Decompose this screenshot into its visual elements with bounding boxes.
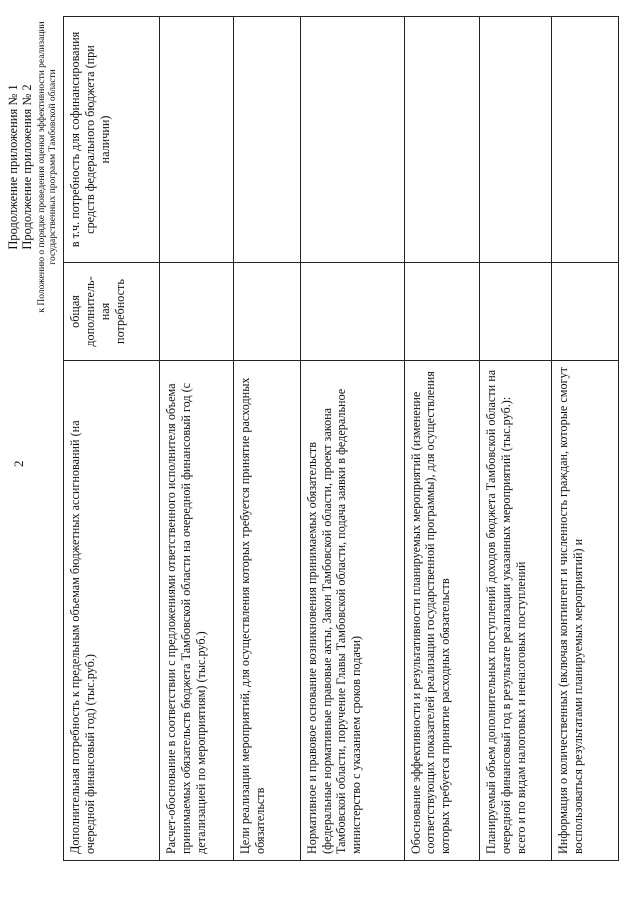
continuation-line-2: Продолжение приложения № 2 <box>20 84 35 250</box>
row-federal-value[interactable] <box>551 17 618 263</box>
continuation-line-3: к Положению о порядке проведения оценки эффективности реализации государственных программ Тамбовской области <box>36 21 58 313</box>
row-total-value[interactable] <box>551 263 618 361</box>
row-total-value[interactable] <box>300 263 404 361</box>
continuation-line-1: Продолжение приложения № 1 <box>6 84 20 250</box>
requirements-table <box>63 16 619 861</box>
row-federal-value[interactable] <box>160 17 234 263</box>
row-label: Цели реализации мероприятий, для осуществления которых требуется принятие расходных обязательств <box>233 361 300 861</box>
row-federal-value[interactable] <box>233 17 300 263</box>
table-row <box>551 17 618 861</box>
row-label: Планируемый объем дополнительных поступлений доходов бюджета Тамбовской области на очередной финансовый год в результате реализации указанных мероприятий (тыс.руб.): всего и по видам налоговых и нена:оговых поступлений <box>480 361 551 861</box>
row-federal-value[interactable] <box>480 17 551 263</box>
header-total-cell: общая дополнитель-ная потребность <box>64 263 160 361</box>
table-row <box>160 17 234 861</box>
header-label-cell: Дополнительная потребность к предельным объемам бюджетных ассигнований (на очередной финансовый год) (тыс.руб.) <box>64 361 160 861</box>
row-label: Информация о количественных (включая контингент и численность граждан, которые смогут воспользоваться результатами планируемых мероприятий) и <box>551 361 618 861</box>
page-number: 2 <box>11 460 26 467</box>
table-header-row <box>64 17 160 861</box>
table-row <box>404 17 480 861</box>
row-federal-value[interactable] <box>404 17 480 263</box>
table-row <box>233 17 300 861</box>
header-federal-cell: в т.ч. потребность для софинансирования средств федерального бюджета (при наличии) <box>64 17 160 263</box>
row-label: Расчет-обоснование в соответствии с предложениями ответственного исполнителя объема принимаемых обязательств бюджета Тамбовской области на очередной финансовый год (с детализацией по мероприятиям) (тыс.руб.) <box>160 361 234 861</box>
row-total-value[interactable] <box>160 263 234 361</box>
row-total-value[interactable] <box>404 263 480 361</box>
table-row <box>480 17 551 861</box>
row-federal-value[interactable] <box>300 17 404 263</box>
continuation-header <box>6 12 59 322</box>
row-total-value[interactable] <box>480 263 551 361</box>
row-total-value[interactable] <box>233 263 300 361</box>
table-row <box>300 17 404 861</box>
row-label: Обоснование эффективности и результативности планируемых мероприятий (изменение соответствующих показателей реализации государственной программы), для осуществления которых требуется принятие расходных обязательств <box>404 361 480 861</box>
row-label: Нормативное и правовое основание возникновения принимаемых обязательств (федеральные нормативные правовые акты, Закон Тамбовской области, проект закона Тамбовской области, поручение Главы Тамбовской области, подача заявки в федеральное министерство с указанием сроков подачи) <box>300 361 404 861</box>
